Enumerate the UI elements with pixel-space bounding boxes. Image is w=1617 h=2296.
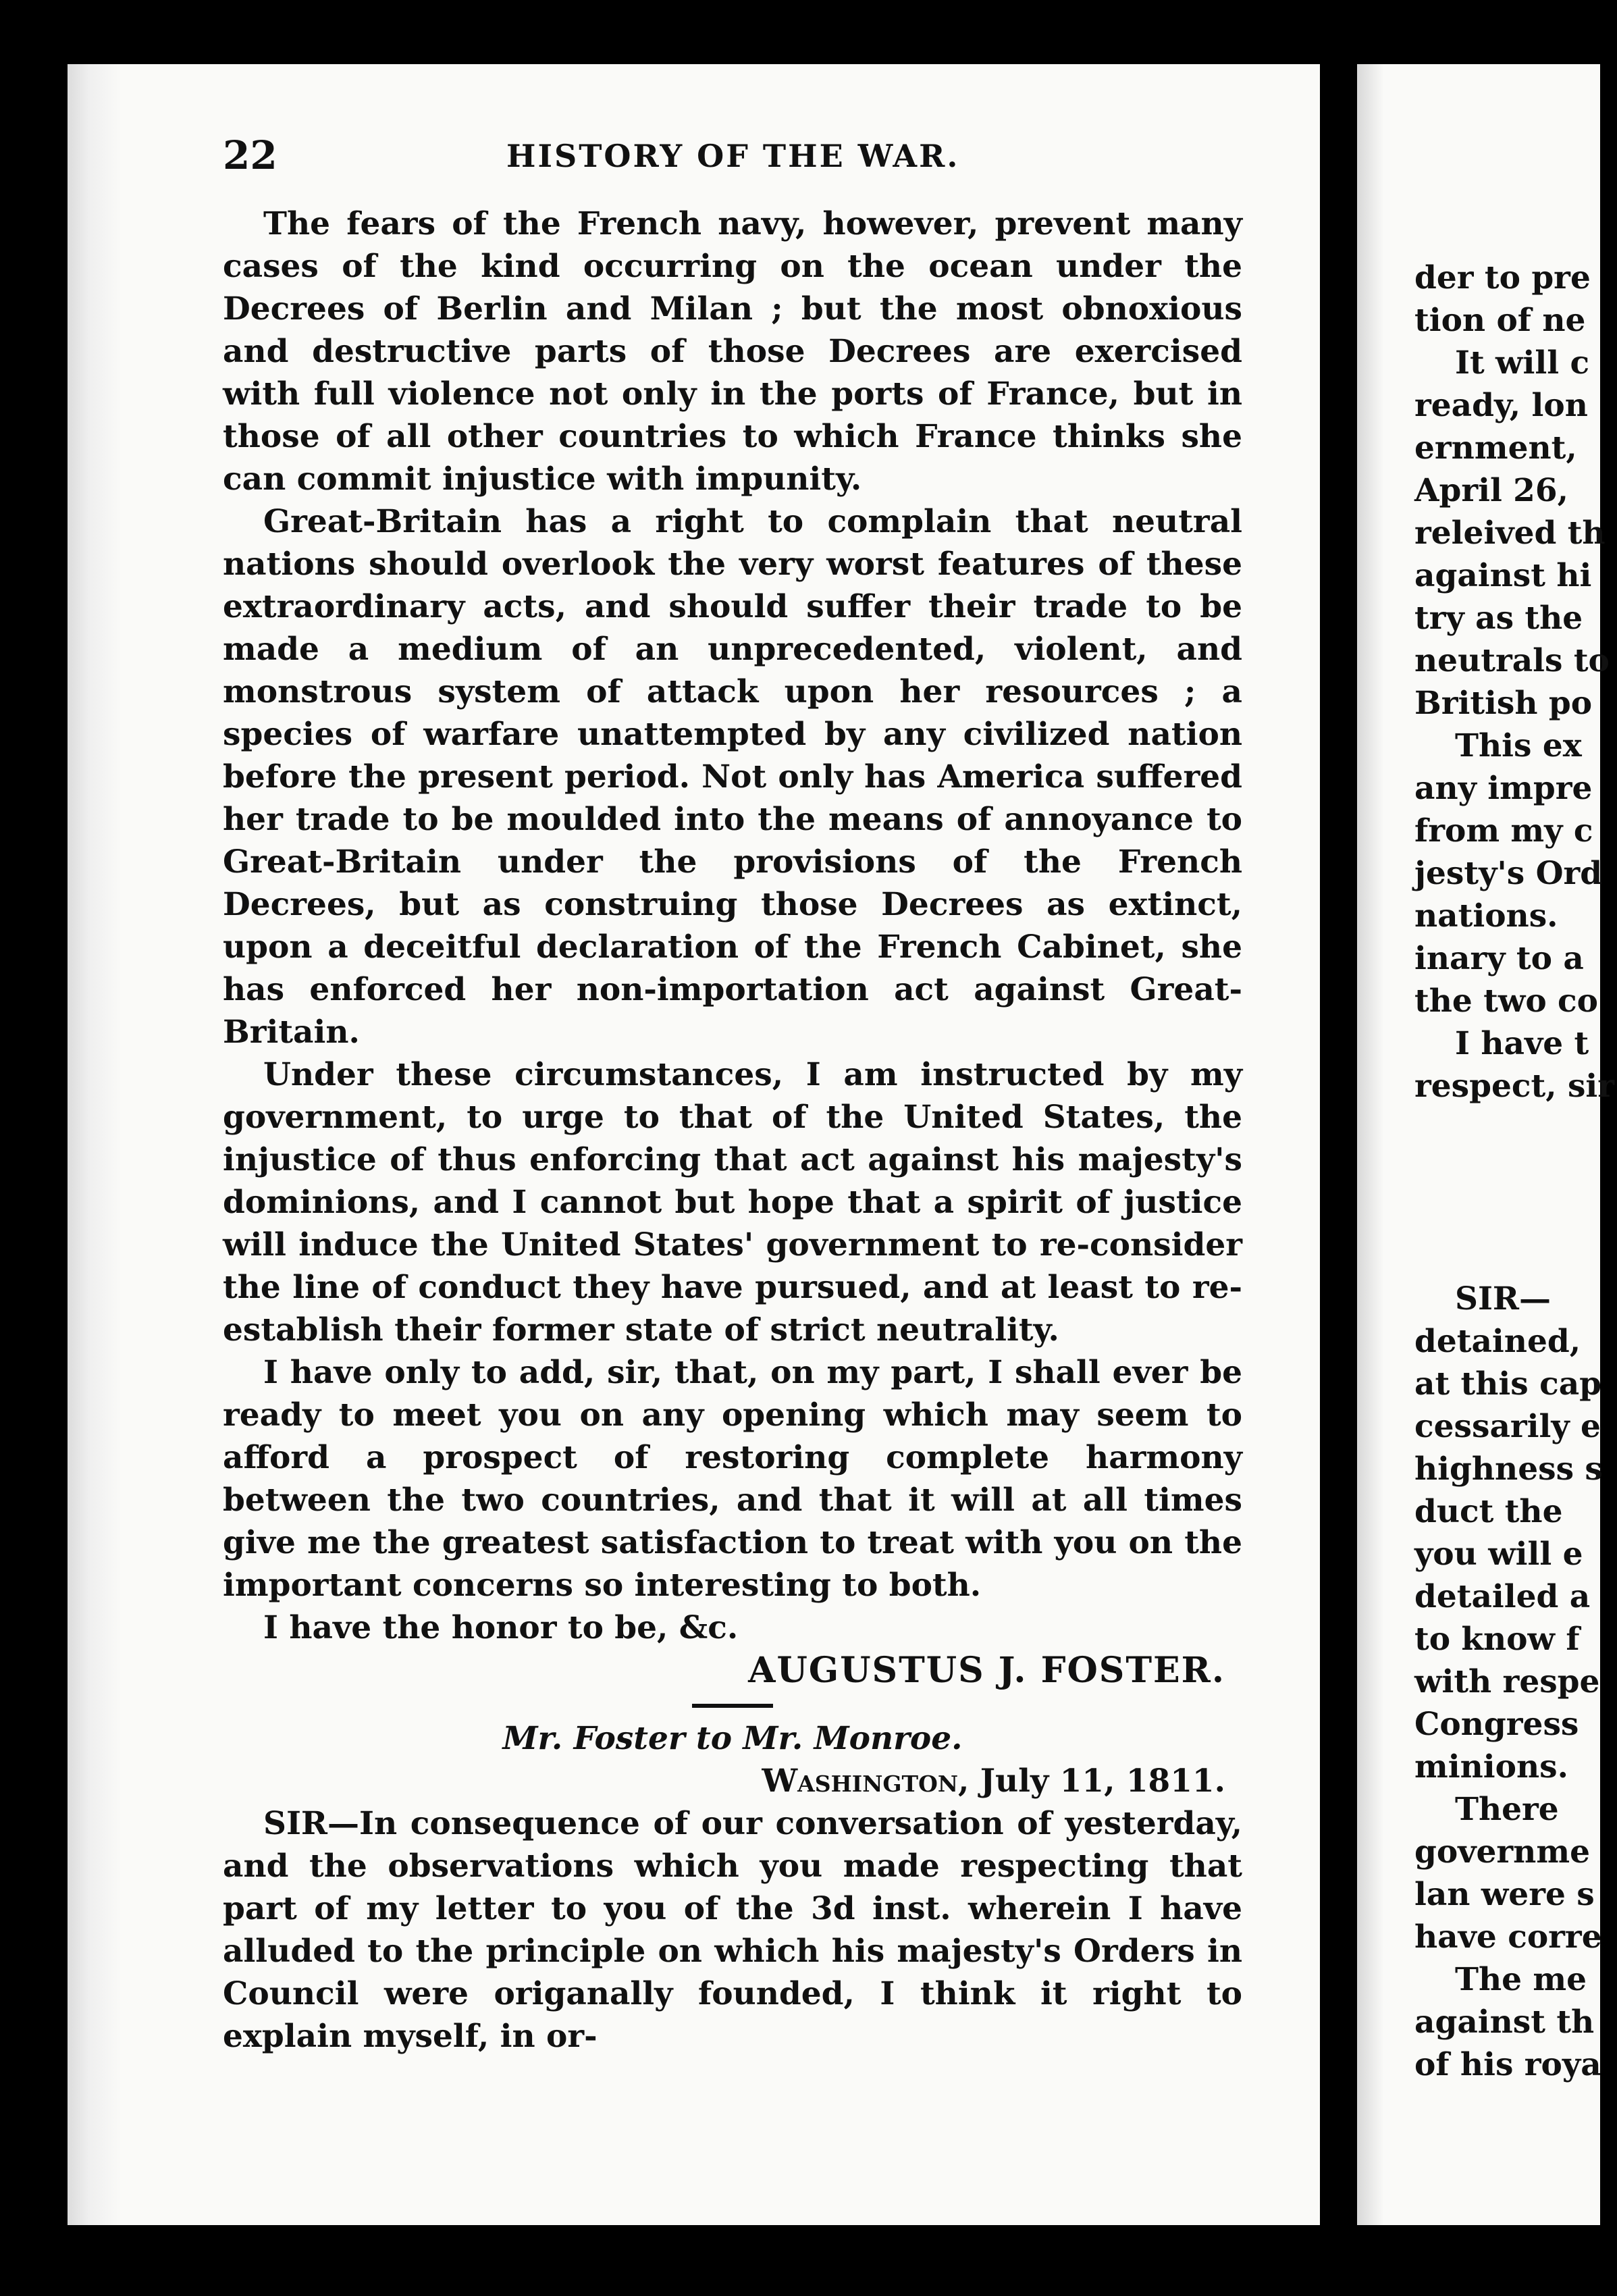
right-page-line: lan were s [1414, 1876, 1595, 1913]
paragraph: Great-Britain has a right to complain that neutral nations should overlook the very worst features of these extraordinary acts, and should suffer their trade to be made a medium of an unprecedented, violent, and monstrous system of attack upon her resources ; a species of warfare unattempted by any civilized nation before the present period. Not only has America suffered her trade to be moulded into the means of annoyance to Great-Britain under the provisions of the French Decrees, but as construing those Decrees as extinct, upon a deceitful declaration of the French Cabinet, she has enforced her non-importation act against Great-Britain. [223, 503, 1242, 1051]
right-page-line: jesty's Ord [1414, 855, 1603, 892]
paragraph: SIR—In consequence of our conversation of yesterday, and the observations which you made respecting that part of my letter to you of the 3d inst. wherein I have alluded to the principle on which his majesty's Orders in Council were origanally founded, I think it right to explain myself, in or- [223, 1805, 1242, 2055]
right-page-body [1414, 257, 1617, 2086]
right-page-line: the two co [1414, 983, 1598, 1020]
right-page-line: SIR— [1455, 1280, 1551, 1317]
right-page-line: governme [1414, 1833, 1590, 1871]
right-page-line: ernment, [1414, 429, 1577, 467]
right-page-line: to know f [1414, 1621, 1580, 1658]
running-head: HISTORY OF THE WAR. [506, 138, 960, 174]
right-page-line: at this cap [1414, 1365, 1602, 1403]
paragraph: The fears of the French navy, however, prevent many cases of the kind occurring on the ocean under the Decrees of Berlin and Milan ; but the most obnoxious and destructive parts of those Decrees are exercised with full violence not only in the ports of France, but in those of all other countries to which France thinks she can commit injustice with impunity. [223, 205, 1242, 498]
paragraph: Under these circumstances, I am instructed by my government, to urge to that of the United States, the injustice of thus enforcing that act against his majesty's dominions, and I cannot but hope that a spirit of justice will induce the United States' government to re-consider the line of conduct they have pursued, and at least to re-establish their former state of strict neutrality. [223, 1056, 1242, 1349]
right-page-line: It will c [1455, 344, 1590, 382]
letter-heading: Mr. Foster to Mr. Monroe. [502, 1720, 963, 1757]
right-page-line: of his roya [1414, 2046, 1601, 2083]
page-number: 22 [223, 132, 277, 178]
right-page-line: releived th [1414, 515, 1606, 552]
signature: AUGUSTUS J. FOSTER. [748, 1650, 1225, 1691]
right-page-line [1414, 1150, 1617, 1193]
right-page-line: neutrals to [1414, 642, 1610, 679]
right-page-line: any impre [1414, 770, 1593, 807]
paragraph: I have only to add, sir, that, on my part, I shall ever be ready to meet you on any opening which may seem to afford a prospect of restoring complete harmony between the two countries, and that it will at all times give me the greatest satisfaction to treat with you on the important concerns so interesting to both. [223, 1354, 1242, 1604]
right-page-line: This ex [1455, 727, 1582, 764]
right-page-line: tion of ne [1414, 302, 1586, 339]
right-page-line: duct the [1414, 1493, 1563, 1530]
right-page-line: try as the [1414, 600, 1583, 637]
right-page-line: British po [1414, 685, 1593, 722]
right-page-line: Congress [1414, 1706, 1579, 1743]
right-page-line: respect, sir [1414, 1068, 1615, 1105]
right-page-line: April 26, [1414, 472, 1568, 509]
right-page-edge [1357, 64, 1384, 2225]
dateline-date: July 11, 1811. [980, 1763, 1225, 1800]
right-page-line: There [1455, 1791, 1559, 1828]
section-divider [692, 1704, 773, 1708]
right-page-line: nations. [1414, 897, 1558, 935]
right-page-line: ready, lon [1414, 387, 1588, 424]
left-page-body [223, 203, 1242, 2058]
right-page-line: detained, [1414, 1323, 1581, 1360]
right-page-line: highness s [1414, 1451, 1603, 1488]
left-page-edge [68, 64, 122, 2225]
right-page-line: der to pre [1414, 259, 1591, 296]
closing-line: I have the honor to be, &c. [263, 1609, 739, 1646]
dateline-place: Washington, [762, 1763, 970, 1800]
right-page-line: inary to a [1414, 940, 1584, 977]
dateline [223, 1760, 1242, 1802]
right-page-line: cessarily e [1414, 1408, 1601, 1445]
right-page-line [1414, 1193, 1617, 1235]
right-page-line: I have t [1455, 1025, 1589, 1062]
right-page-line: have corre [1414, 1919, 1602, 1956]
right-page-line: you will e [1414, 1536, 1583, 1573]
right-page-line: The me [1455, 1961, 1587, 1998]
right-page-line: against th [1414, 2004, 1595, 2041]
right-page-line: detailed a [1414, 1578, 1591, 1615]
right-page-line: with respe [1414, 1663, 1600, 1700]
right-page-line: from my c [1414, 812, 1593, 850]
right-page-line [1414, 1107, 1617, 1150]
right-page-line: against hi [1414, 557, 1592, 594]
right-page-line [1414, 1235, 1617, 1278]
right-page-line: minions. [1414, 1748, 1568, 1785]
